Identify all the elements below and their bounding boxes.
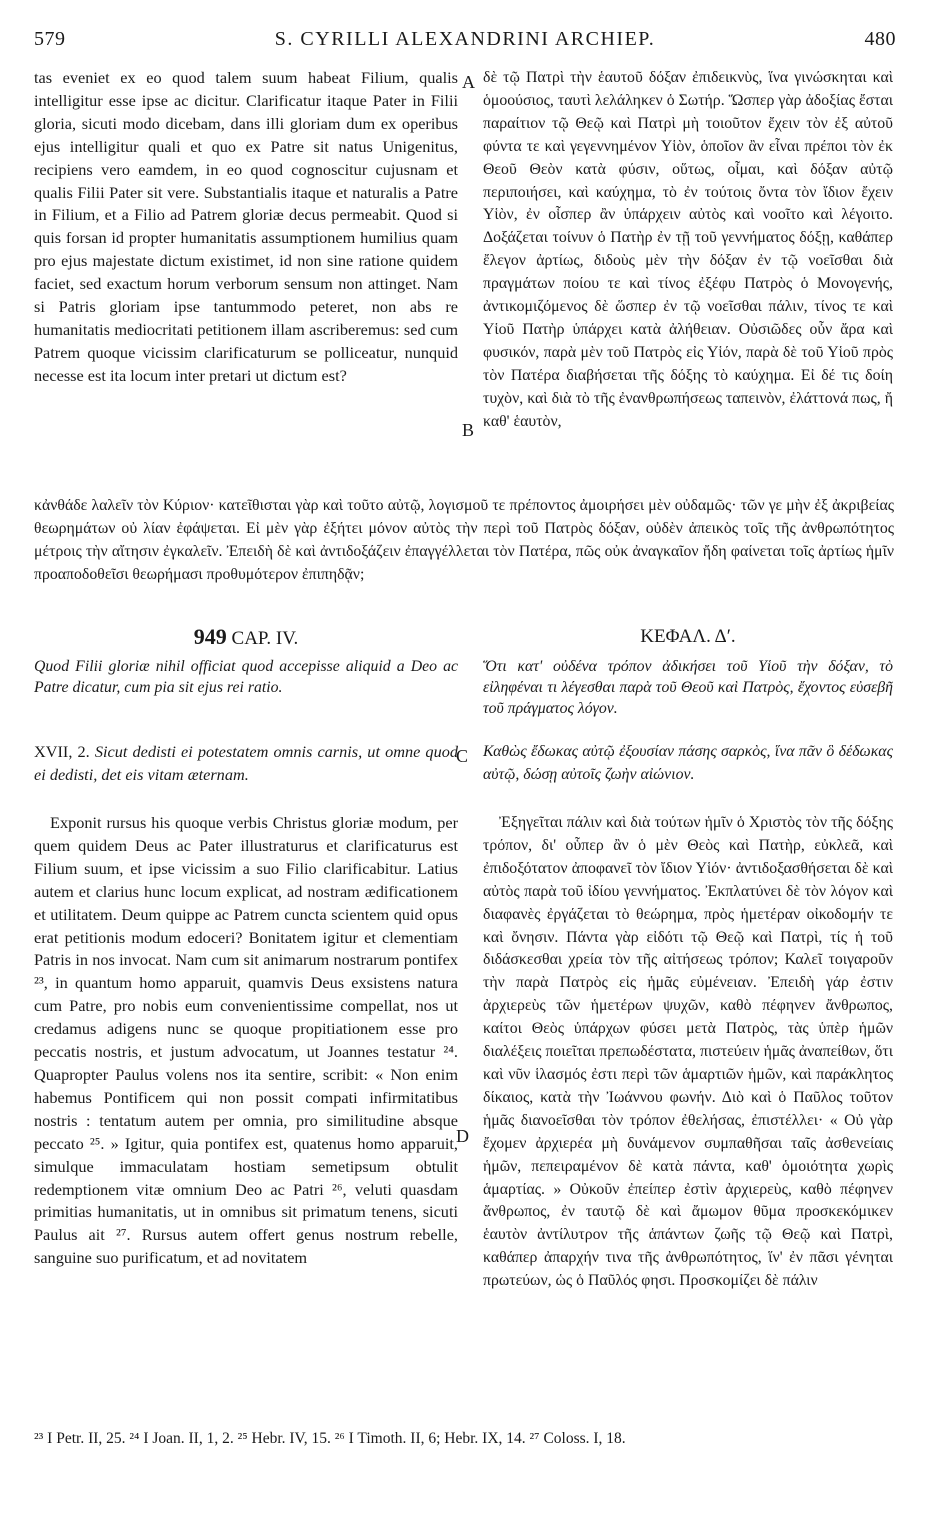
greek-column-body: [483, 812, 893, 1293]
running-head: S. CYRILLI ALEXANDRINI ARCHIEP.: [274, 28, 656, 50]
latin-column-body: [34, 812, 458, 1270]
chapter-label-latin: CAP. IV.: [231, 628, 299, 649]
greek-paragraph-body: Ἐξηγεῖται πάλιν καὶ διὰ τούτων ἡμῖν ὁ Χριστὸς τὸν τῆς δόξης τρόπον, δι' οὗπερ ἂν ὁ μὲν Θεὸς καὶ Πατὴρ, εὐκλεᾶ, καὶ ἐπιδοξότατον ἀποφανεῖ τὸν ἴδιον Υἱόν· ἀντιδοξασθήσεται δὲ καὶ αὐτὸς παρὰ τοῦ ἰδίου γεννήματος. Ἐκπλατύνει δὲ τὸν λόγον καὶ διαφανὲς ἐργάζεται τὸ θεώρημα, πρὸς ἡμετέραν οἰκοδομήν τε καὶ ὄνησιν. Πάντα γὰρ εἰδότι τῷ Θεῷ καὶ Πατρὶ, τίς ἡ τοῦ διδάσκεσθαι χρεία τὸν τῆς αἰτήσεως τρόπον; Καλεῖ τοιγαροῦν τὴν παρὰ Πατρὸς εἰς ἡμᾶς εὐμένειαν. Ἐπειδὴ γάρ ἐστιν ἀρχιερεὺς τῶν ἡμετέρων ψυχῶν, καθὸ πέφηνεν ἄνθρωπος, καίτοι Θεὸς ὑπάρχων φύσει μετὰ Πατρὸς, τὰς ὑπὲρ ἡμῶν διαλέξεις ποιεῖται πρεπωδέστατα, πιστεύειν ἡμᾶς ἀναπείθων, ὅτι καὶ νῦν ἱλασμός ἐστι περὶ τῶν ἁμαρτιῶν ἡμῶν, καὶ παράκλητος δίκαιος, κατὰ τὴν Ἰωάννου φωνήν. Διὸ καὶ ὁ Παῦλος τοῦτον ἡμᾶς διανοεῖσθαι τὸν τρόπον ἐθελήσας, ἐπιστέλλει· « Οὐ γὰρ ἔχομεν ἀρχιερέα μὴ δυνάμενον συμπαθῆσαι ταῖς ἀσθενείαις ἡμῶν, πεπειραμένον δὲ κατὰ πάντα, καθ' ὁμοιότητα χωρὶς ἁμαρτίας. » Οὐκοῦν ἐπείπερ ἐστὶν ἀρχιερεὺς, καθὸ πέφηνεν ἄνθρωπος, ἐν ταυτῷ δὲ καὶ ἄμωμον θῦμα προσκεκόμικεν ἑαυτὸν ἀντίλυτρον τῆς ἁπάντων ζωῆς τῷ Θεῷ καὶ Πατρὶ, καθάπερ ἀπαρχήν τινα τῆς ἀνθρωπότητος, ἵν' ἐν πᾶσι γένηται πρωτεύων, ὡς ὁ Παῦλός φησι. Προσκομίζει δὲ πάλιν: [483, 814, 893, 1290]
latin-paragraph-top: tas eveniet ex eo quod talem suum habeat Filium, qualis intelligitur esse ipse ac dicitur. Clarificatur itaque Pater in Filii gloria, sicuti modo dicebam, dans illi gloriam dum ex operibus ejus intelligitur quali et quo ex Patre sit natus Unigenitus, recipiens vero eamdem, in eo quod cognoscitur cujusnam et qualis Filii Pater sit vere. Substantialis itaque et naturalis a Patre in Filium, et a Filio ad Patrem gloriæ decus permeabit. Quod si quis forsan id propter humanitatis assumptionem humilius quam pro ejus majestate dictum existimet, id non sine ratione quidem faciet, sed exactum horum verborum sensum non attinget. Nam si Patris gloriam ipse tantummodo peteret, non abs re humanitatis mediocritati petitionem illam ascriberemus: sed cum Patrem quoque vicissim clarificaturum se polliceatur, nunquid necesse est ita locum inter pretari ut dictum est?: [34, 68, 458, 385]
margin-letter-b: B: [462, 420, 475, 440]
margin-letter-a: A: [462, 72, 475, 92]
verse-latin-text: Sicut dedisti ei potestatem omnis carnis, ut omne quod ei dedisti, det eis vitam æternam.: [34, 742, 458, 784]
latin-column-top: [34, 67, 458, 388]
margin-letter-c: C: [456, 746, 469, 766]
verse-greek: [483, 741, 893, 787]
footnotes: ²³ I Petr. II, 25. ²⁴ I Joan. II, 1, 2. ²⁵ Hebr. IV, 15. ²⁶ I Timoth. II, 6; Hebr. IX, 14. ²⁷ Coloss. I, 18.: [34, 1430, 626, 1447]
summary-latin: [34, 656, 458, 698]
verse-greek-text: Καθὼς ἔδωκας αὐτῷ ἐξουσίαν πάσης σαρκὸς, ἵνα πᾶν ὃ δέδωκας αὐτῷ, δώσῃ αὐτοῖς ζωὴν αἰώνιον.: [483, 743, 893, 783]
margin-letter-d: D: [456, 1126, 469, 1146]
summary-greek-text: Ὅτι κατ' οὐδένα τρόπον ἀδικήσει τοῦ Υἱοῦ τὴν δόξαν, τὸ εἰληφέναι τι λέγεσθαι παρὰ τοῦ Θεοῦ καὶ Πατρὸς, ἔχοντος εὐσεβῆ τοῦ πράγματος λόγον.: [483, 658, 893, 717]
page-number-right: 480: [864, 28, 896, 50]
greek-paragraph-top: δὲ τῷ Πατρὶ τὴν ἑαυτοῦ δόξαν ἐπιδεικνὺς, ἵνα γινώσκηται καὶ ὁμοούσιος, ταυτὶ λελάληκεν ὁ Σωτήρ. Ὥσπερ γὰρ ἀδοξίας ἔσται παραίτιον τῷ Θεῷ καὶ Πατρὶ μὴ τοιοῦτον ἔχειν τὸν ἐξ αὐτοῦ φύντα τε καὶ γεγεννημένον Υἱὸν, ὁποῖον ἂν εἶναι πρέποι τὸν ἐκ Θεοῦ Θεὸν κατὰ φύσιν, οὕτως, οἶμαι, καὶ δόξαν αὐτῷ περιποιήσει, καὶ καύχημα, τὸ ἐν τούτοις ὄντα τὸν ἴδιον ἔχειν Υἱὸν, ἐν οἷσπερ ἂν ὑπάρχειν αὐτὸς καὶ νοοῖτο καὶ λέγοιτο. Δοξάζεται τοίνυν ὁ Πατὴρ ἐν τῇ τοῦ γεννήματος δόξῃ, καθάπερ ἔλεγον ἀρτίως, διδοὺς μὲν τὴν δόξαν ἐν τῷ νοεῖσθαι διὰ πραγμάτων ποίου τε καὶ τίνος ἐξέφυ Πατρὸς ὁ Μονογενής, ἀντικομιζόμενος δὲ ὥσπερ ἐν τῷ νοεῖσθαι πάλιν, τίνος τε καὶ Υἱοῦ Πατὴρ ὑπάρχει κατὰ ἀλήθειαν. Οὐσιῶδες οὖν ἄρα καὶ φυσικόν, παρὰ μὲν τοῦ Πατρὸς εἰς Υἱόν, παρὰ δὲ τοῦ Υἱοῦ πρὸς τὸν Πατέρα διαβήσεται τῆς δόξης τὸ καύχημα. Εἰ δέ τις δοίη τυχὸν, καὶ διὰ τὸ τῆς ἐνανθρωπήσεως ταπεινὸν, ἐλάττονά πως, ἤ καθ' ἑαυτὸν,: [483, 69, 893, 430]
running-header: [34, 28, 896, 58]
summary-latin-text: Quod Filii gloriæ nihil officiat quod accepisse aliquid a Deo ac Patre dicatur, cum pia sit ejus rei ratio.: [34, 658, 458, 696]
column-number: 949: [193, 624, 227, 649]
chapter-heading-latin: [34, 624, 458, 650]
verse-reference: XVII, 2.: [34, 742, 90, 761]
greek-paragraph-full: κἀνθάδε λαλεῖν τὸν Κύριον· κατεῖθισται γὰρ καὶ τοῦτο αὐτῷ, λογισμοῦ τε πρέποντος ἀμοιρήσει μὲν οὐδαμῶς· τῶν γε μὴν ἐξ ἀκριβείας θεωρημάτων οὐ λίαν ἐφάψεται. Εἰ μὲν γὰρ ἐξήτει μόνον αὐτὸς τὴν περὶ τοῦ Πατρὸς δόξαν, οὐδὲν ἀπεικὸς τοῖς τῆς ἀνθρωπότητος μέτροις τὴν αἴτησιν ἐγκαλεῖν. Ἐπειδὴ δὲ καὶ ἀντιδοξάζειν ἐπαγγέλλεται τὸν Πατέρα, πῶς οὐκ ἀναγκαῖον ἤδη φαίνεται τοῖς ἀρτίως ἡμῖν προαποδοθεῖσι θεωρήμασι προθυμότερον ἐπιπηδᾷν;: [34, 497, 894, 583]
chapter-heading-greek: ΚΕΦΑΛ. Δʹ.: [640, 626, 736, 647]
page-number-left: 579: [34, 28, 66, 50]
summary-greek: [483, 656, 893, 719]
latin-paragraph-body: Exponit rursus his quoque verbis Christus gloriæ modum, per quem quidem Deus ac Pater illustraturus et clarificaturus est Filium suum, et ipse vicissim a suo Filio clarificabitur. Latius autem et clarius hunc locum explicat, ad nostram ædificationem et utilitatem. Deum quippe ac Patrem cuncta scientem quid opus erat petitionis modum edoceri? Bonitatem igitur et clementiam Patris in nos invocat. Nam cum sit animarum nostrarum pontifex ²³, in quantum homo apparuit, quamvis Deus exsistens natura cum Patre, pro nobis eum convenientissime compellat, nos ut credamus adigens nunc se quoque propitiationem esse pro peccatis nostris, et justum advocatum, ut Joannes testatur ²⁴. Quapropter Paulus volens nos ita sentire, scribit: « Non enim habemus Pontificem qui non possit compati infirmitatibus nostris : tentatum autem per omnia, pro similitudine absque peccato ²⁵. » Igitur, quia pontifex est, quatenus homo apparuit, simulque immaculatam hostiam semetipsum obtulit redemptionem vitæ omnium Deo ac Patri ²⁶, veluti quasdam primitias humanitatis, ut in omnibus sit primatum tenens, sicuti Paulus ait ²⁷. Rursus autem offert genus nostrum rebelle, sanguine suo purificatum, et ad novitatem: [34, 813, 458, 1268]
verse-latin: [34, 741, 458, 787]
greek-full-width: [34, 495, 894, 587]
greek-column-top: [483, 67, 893, 434]
